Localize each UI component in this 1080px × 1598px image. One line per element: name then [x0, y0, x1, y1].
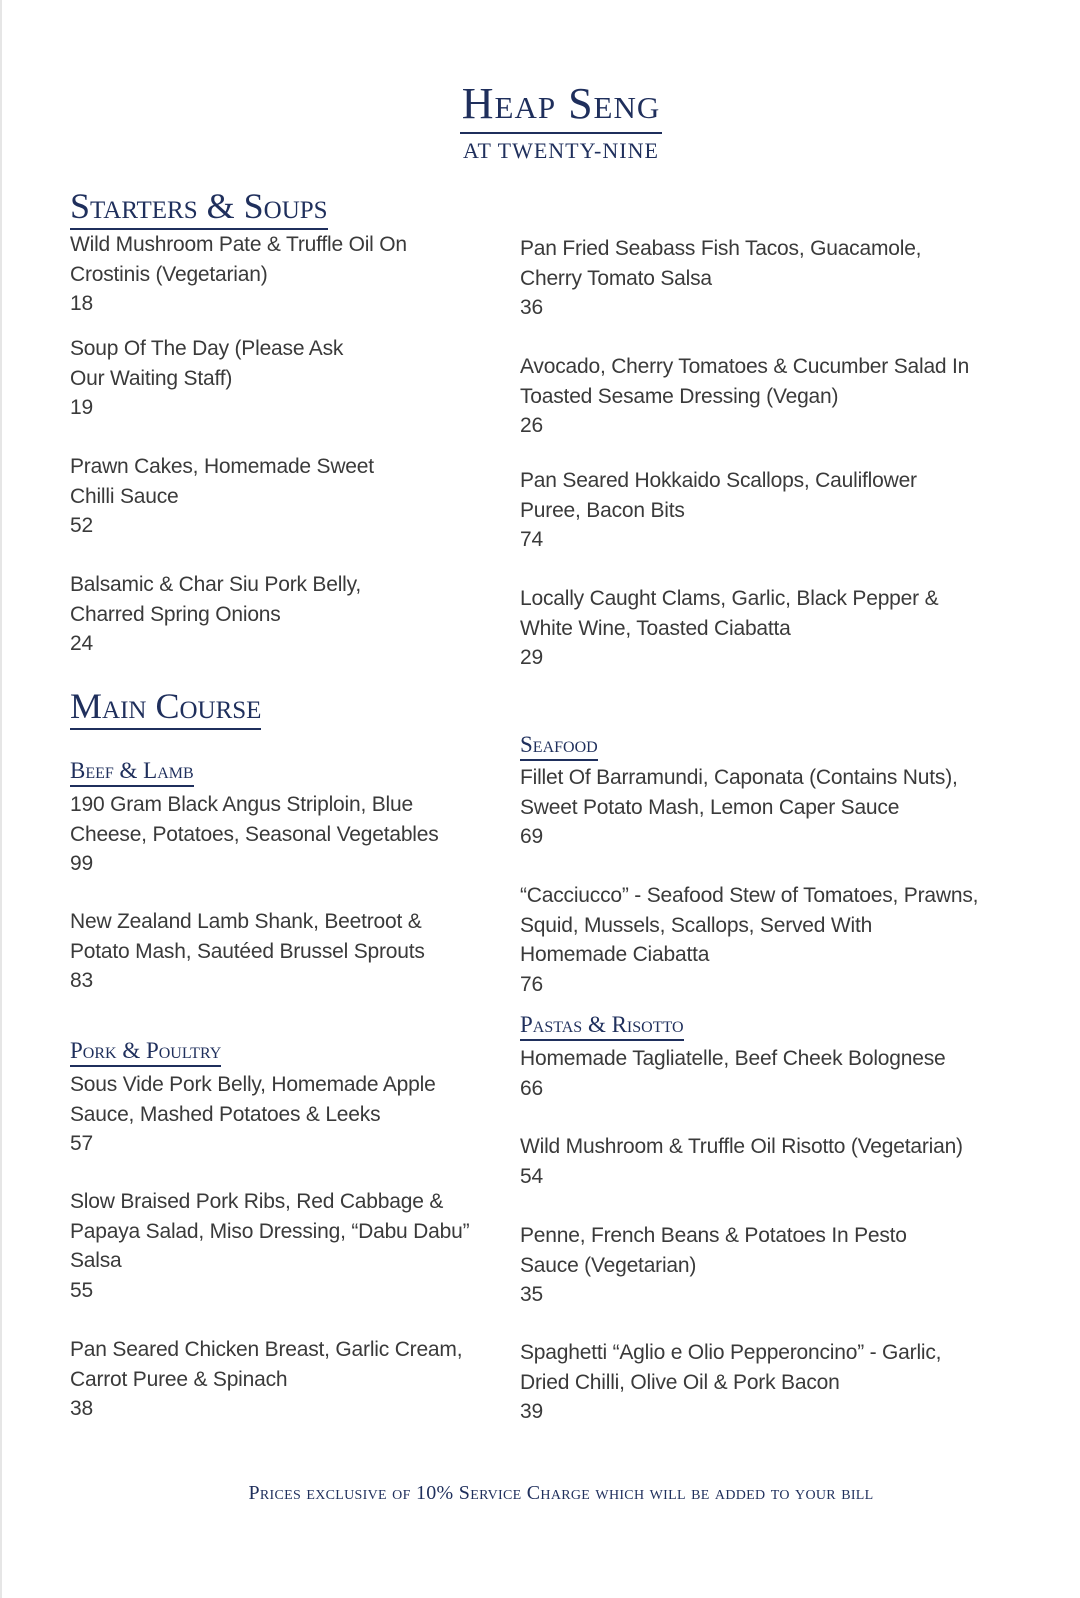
menu-item	[520, 466, 970, 555]
item-price: 26	[520, 414, 543, 437]
item-name: Wild Mushroom Pate & Truffle Oil On Crostinis (Vegetarian)	[70, 233, 407, 286]
item-name: Wild Mushroom & Truffle Oil Risotto (Vegetarian)	[520, 1135, 963, 1158]
item-name: Slow Braised Pork Ribs, Red Cabbage & Papaya Salad, Miso Dressing, “Dabu Dabu” Salsa	[70, 1190, 470, 1272]
item-name: Homemade Tagliatelle, Beef Cheek Bolognese	[520, 1047, 946, 1070]
item-name: Sous Vide Pork Belly, Homemade Apple Sauce, Mashed Potatoes & Leeks	[70, 1073, 436, 1126]
item-price: 83	[70, 969, 93, 992]
section-heading-starters: Starters & Soups	[70, 186, 328, 230]
item-price: 69	[520, 825, 543, 848]
item-name: Balsamic & Char Siu Pork Belly, Charred Spring Onions	[70, 573, 362, 626]
menu-item	[70, 334, 370, 423]
item-price: 24	[70, 632, 93, 655]
section-heading-main-course: Main Course	[70, 686, 261, 730]
item-name: Pan Fried Seabass Fish Tacos, Guacamole, Cherry Tomato Salsa	[520, 237, 922, 290]
item-name: Prawn Cakes, Homemade Sweet Chilli Sauce	[70, 455, 374, 508]
subheading-pastas-risotto: Pastas & Risotto	[520, 1012, 684, 1041]
item-price: 57	[70, 1132, 93, 1155]
item-name: Pan Seared Chicken Breast, Garlic Cream, Carrot Puree & Spinach	[70, 1338, 463, 1391]
item-name: Penne, French Beans & Potatoes In Pesto Sauce (Vegetarian)	[520, 1224, 907, 1277]
menu-item	[520, 1221, 970, 1310]
item-price: 74	[520, 528, 543, 551]
item-price: 38	[70, 1397, 93, 1420]
item-price: 52	[70, 514, 93, 537]
restaurant-title: Heap Seng	[2, 78, 1080, 134]
item-name: Soup Of The Day (Please Ask Our Waiting Staff)	[70, 337, 344, 390]
item-price: 19	[70, 396, 93, 419]
menu-item	[70, 452, 420, 541]
item-price: 55	[70, 1278, 93, 1302]
item-name: Fillet Of Barramundi, Caponata (Contains Nuts), Sweet Potato Mash, Lemon Caper Sauce	[520, 766, 958, 819]
item-name: New Zealand Lamb Shank, Beetroot & Potato Mash, Sautéed Brussel Sprouts	[70, 910, 425, 963]
restaurant-subtitle: AT TWENTY-NINE	[463, 138, 659, 163]
subheading-pork-poultry: Pork & Poultry	[70, 1038, 221, 1067]
item-name: Avocado, Cherry Tomatoes & Cucumber Salad In Toasted Sesame Dressing (Vegan)	[520, 355, 970, 408]
item-name: 190 Gram Black Angus Striploin, Blue Cheese, Potatoes, Seasonal Vegetables	[70, 793, 439, 846]
menu-item	[520, 1132, 980, 1191]
item-price: 35	[520, 1283, 543, 1306]
item-price: 39	[520, 1400, 543, 1423]
item-name: “Cacciucco” - Seafood Stew of Tomatoes, Prawns, Squid, Mussels, Scallops, Served With Homemade Ciabatta	[520, 884, 979, 966]
menu-item	[70, 230, 420, 319]
menu-item	[70, 790, 490, 879]
menu-item	[520, 881, 980, 999]
item-price: 66	[520, 1076, 543, 1100]
item-price: 18	[70, 292, 93, 315]
item-price: 54	[520, 1164, 543, 1188]
item-price: 99	[70, 852, 93, 875]
menu-item	[520, 234, 970, 323]
item-price: 29	[520, 646, 543, 669]
menu-item	[70, 1335, 470, 1424]
menu-item	[520, 1044, 980, 1103]
service-charge-note: Prices exclusive of 10% Service Charge which will be added to your bill	[248, 1482, 874, 1504]
subheading-beef-lamb: Beef & Lamb	[70, 758, 194, 787]
menu-item	[70, 570, 430, 659]
menu-item	[520, 1338, 970, 1427]
item-name: Locally Caught Clams, Garlic, Black Pepper & White Wine, Toasted Ciabatta	[520, 587, 939, 640]
menu-item	[70, 907, 430, 996]
item-name: Spaghetti “Aglio e Olio Pepperoncino” - Garlic, Dried Chilli, Olive Oil & Pork Bacon	[520, 1341, 942, 1394]
menu-item	[70, 1070, 440, 1159]
menu-item	[70, 1187, 470, 1305]
item-price: 76	[520, 972, 543, 996]
menu-item	[520, 763, 970, 852]
subheading-seafood: Seafood	[520, 732, 598, 761]
menu-item	[520, 352, 970, 441]
item-name: Pan Seared Hokkaido Scallops, Cauliflower Puree, Bacon Bits	[520, 469, 917, 522]
item-price: 36	[520, 296, 543, 319]
menu-item	[520, 584, 940, 673]
